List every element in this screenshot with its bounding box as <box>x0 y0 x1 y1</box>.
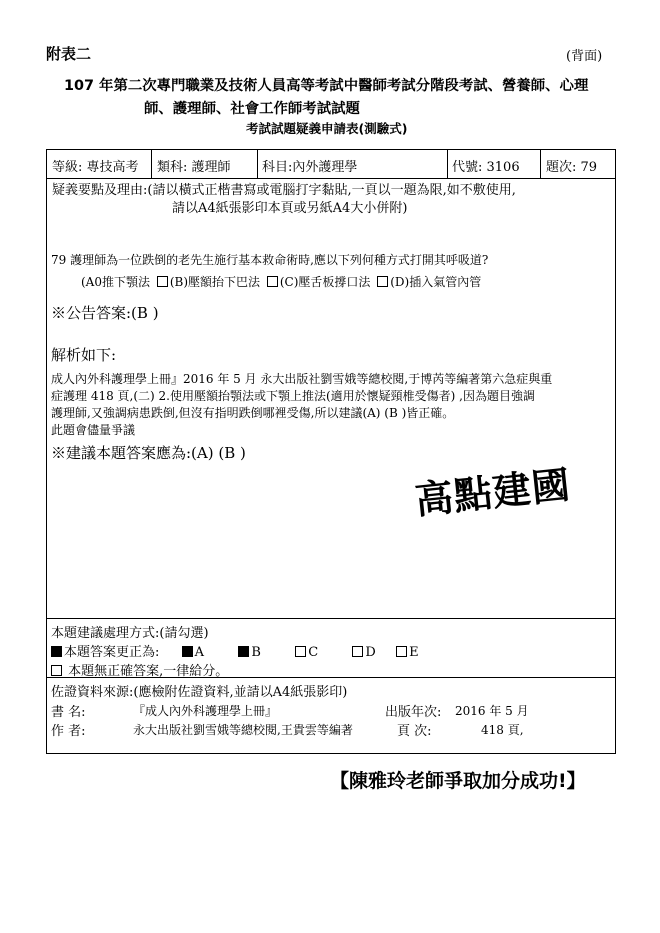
author-label: 作 者: <box>51 724 86 739</box>
reason-label-continued: 請以A4紙張影印本頁或另紙A4大小併附) <box>172 201 408 216</box>
announced-answer: ※公告答案:(B ) <box>51 304 159 322</box>
analysis-title: 解析如下: <box>51 346 117 364</box>
change-answer-label: 本題答案更正為: <box>64 645 160 660</box>
handling-title: 本題建議處理方式:(請勾選) <box>51 626 209 641</box>
page-label: 頁 次: <box>397 724 432 739</box>
choice-d-checkbox[interactable] <box>352 646 363 657</box>
evidence-title: 佐證資料來源:(應檢附佐證資料,並請以A4紙張影印) <box>51 685 348 700</box>
page-title-line2: 師、護理師、社會工作師考試試題 <box>144 101 360 117</box>
annex-label: 附表二 <box>46 45 92 63</box>
question-text: 79 護理師為一位跌倒的老先生施行基本救命術時,應以下列何種方式打開其呼吸道? <box>51 253 489 267</box>
footer-note: 【陳雅玲老師爭取加分成功!】 <box>330 770 586 792</box>
option-c-checkbox[interactable] <box>267 276 278 287</box>
stamp-text: 高點建國 <box>412 462 573 523</box>
page-subtitle: 考試試題疑義申請表(測驗式) <box>246 121 408 136</box>
author-value: 永大出版社劉雪娥等總校閱,王貴雲等編著 <box>133 723 353 737</box>
question-number: 題次: 79 <box>546 160 598 175</box>
choice-e-checkbox[interactable] <box>396 646 407 657</box>
analysis-line: 症護理 418 頁,(二) 2.使用壓額抬顎法或下顎上推法(適用於懷疑頸椎受傷者) ,因為題目強調 <box>51 389 535 403</box>
pub-year-label: 出版年次: <box>385 705 442 720</box>
analysis-line: 成人內外科護理學上冊』2016 年 5 月 永大出版社劉雪娥等總校閱,于博芮等編著第六急症與重 <box>51 372 553 386</box>
choice-c-checkbox[interactable] <box>295 646 306 657</box>
choice-a-label: A <box>194 645 205 660</box>
option-d-checkbox[interactable] <box>377 276 388 287</box>
option-d: (D)插入氣管內管 <box>390 275 482 289</box>
suggested-answer: ※建議本題答案應為:(A) (B ) <box>51 444 246 462</box>
choice-c-label: C <box>308 645 319 660</box>
reason-label: 疑義要點及理由:(請以橫式正楷書寫或電腦打字黏貼,一頁以一題為限,如不敷使用, <box>52 183 516 198</box>
choice-d-label: D <box>365 645 376 660</box>
change-answer-checkbox[interactable] <box>51 646 62 657</box>
no-answer-label: 本題無正確答案,一律給分。 <box>68 664 229 679</box>
choice-a-checkbox[interactable] <box>182 646 193 657</box>
question-options <box>81 273 481 290</box>
option-c: (C)壓舌板撐口法 <box>279 275 371 289</box>
choice-b-label: B <box>251 645 261 660</box>
no-answer-checkbox[interactable] <box>51 665 62 676</box>
pub-year-value: 2016 年 5 月 <box>455 704 529 718</box>
choice-e-label: E <box>409 645 419 660</box>
exam-code: 代號: 3106 <box>452 160 520 175</box>
page-value: 418 頁, <box>481 723 524 737</box>
option-a: (A0推下顎法 <box>81 275 150 289</box>
analysis-line: 此題會儘量爭議 <box>51 423 136 437</box>
book-value: 『成人內外科護理學上冊』 <box>133 704 278 718</box>
option-b-checkbox[interactable] <box>157 276 168 287</box>
exam-category: 類科: 護理師 <box>157 160 231 175</box>
page-title-line1: 107 年第二次專門職業及技術人員高等考試中醫師考試分階段考試、營養師、心理 <box>64 78 589 94</box>
book-label: 書 名: <box>51 705 86 720</box>
choice-b-checkbox[interactable] <box>238 646 249 657</box>
exam-subject: 科目:內外護理學 <box>262 160 358 175</box>
exam-level: 等級: 專技高考 <box>52 160 139 175</box>
side-label: (背面) <box>566 49 603 64</box>
analysis-line: 護理師,又強調病患跌倒,但沒有指明跌倒哪裡受傷,所以建議(A) (B )皆正確。 <box>51 406 455 420</box>
option-b: (B)壓額抬下巴法 <box>169 275 260 289</box>
answer-correction-row <box>51 641 419 660</box>
application-form <box>46 149 616 754</box>
